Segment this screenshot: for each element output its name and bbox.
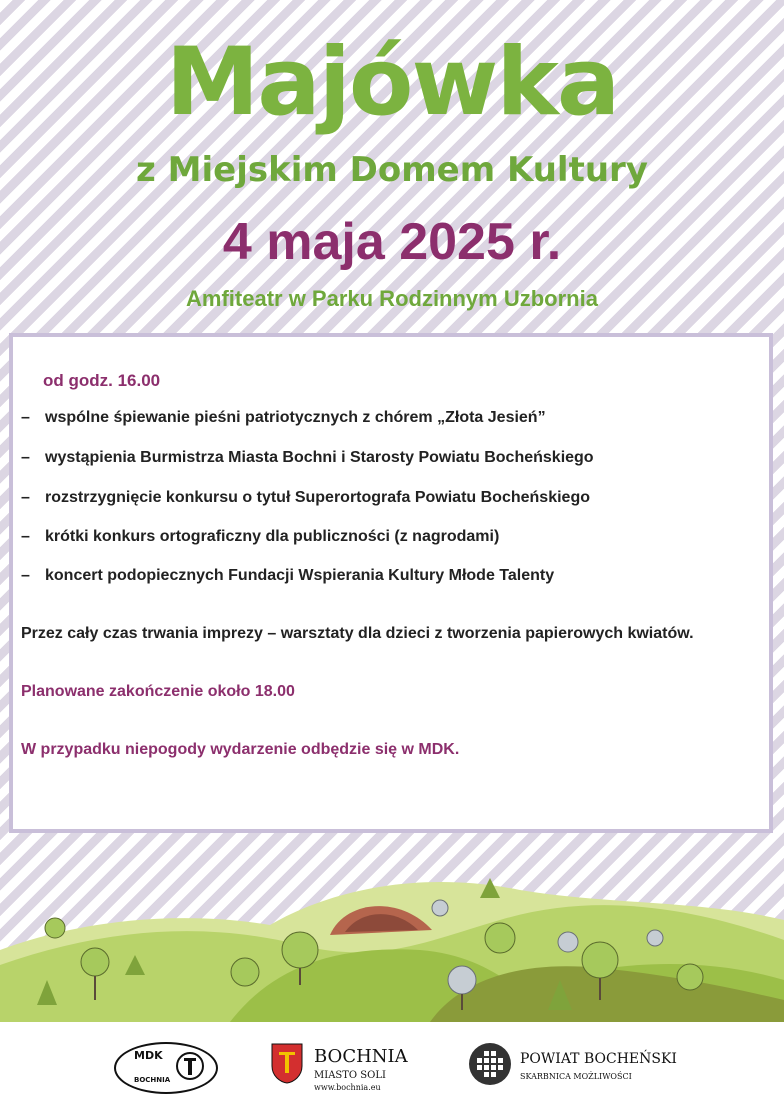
end-time-note: Planowane zakończenie około 18.00 [21, 683, 295, 700]
footer-logos [0, 1022, 784, 1109]
bochnia-crest-icon [270, 1042, 304, 1084]
program-item: – wystąpienia Burmistrza Miasta Bochni i Starosty Powiatu Bocheńskiego [21, 449, 594, 466]
powiat-logo [468, 1036, 677, 1096]
program-panel [9, 333, 773, 833]
bochnia-logo-tagline: MIASTO SOLI [314, 1070, 386, 1081]
event-date: 4 maja 2025 r. [222, 213, 562, 271]
bochnia-logo-url: www.bochnia.eu [314, 1083, 381, 1092]
event-title: Majówka [165, 28, 619, 137]
program-start-time: od godz. 16.00 [43, 371, 161, 390]
mdk-logo-sublabel: BOCHNIA [134, 1076, 171, 1084]
bochnia-logo-name: BOCHNIA [314, 1046, 408, 1067]
program-item: – rozstrzygnięcie konkursu o tytuł Superortografa Powiatu Bocheńskiego [21, 489, 590, 506]
program-item: – krótki konkurs ortograficzny dla publiczności (z nagrodami) [21, 528, 500, 545]
program-item: – wspólne śpiewanie pieśni patriotycznych z chórem „Złota Jesień” [21, 409, 546, 426]
bochnia-logo [270, 1036, 420, 1096]
weather-note: W przypadku niepogody wydarzenie odbędzie się w MDK. [21, 741, 460, 758]
workshops-note: Przez cały czas trwania imprezy – warsztaty dla dzieci z tworzenia papierowych kwiatów. [21, 625, 694, 642]
powiat-logo-name: POWIAT BOCHEŃSKI [520, 1051, 677, 1067]
program-item: – koncert podopiecznych Fundacji Wspierania Kultury Młode Talenty [21, 567, 555, 584]
mdk-emblem-icon [176, 1050, 204, 1082]
powiat-emblem-icon [468, 1042, 512, 1086]
event-subtitle: z Miejskim Domem Kultury [136, 150, 648, 190]
mdk-logo [114, 1036, 216, 1096]
event-venue: Amfiteatr w Parku Rodzinnym Uzbornia [186, 286, 598, 311]
powiat-logo-tagline: SKARBNICA MOŻLIWOŚCI [520, 1072, 632, 1081]
mdk-logo-label: MDK [134, 1049, 163, 1062]
park-landscape-illustration [0, 850, 784, 1022]
